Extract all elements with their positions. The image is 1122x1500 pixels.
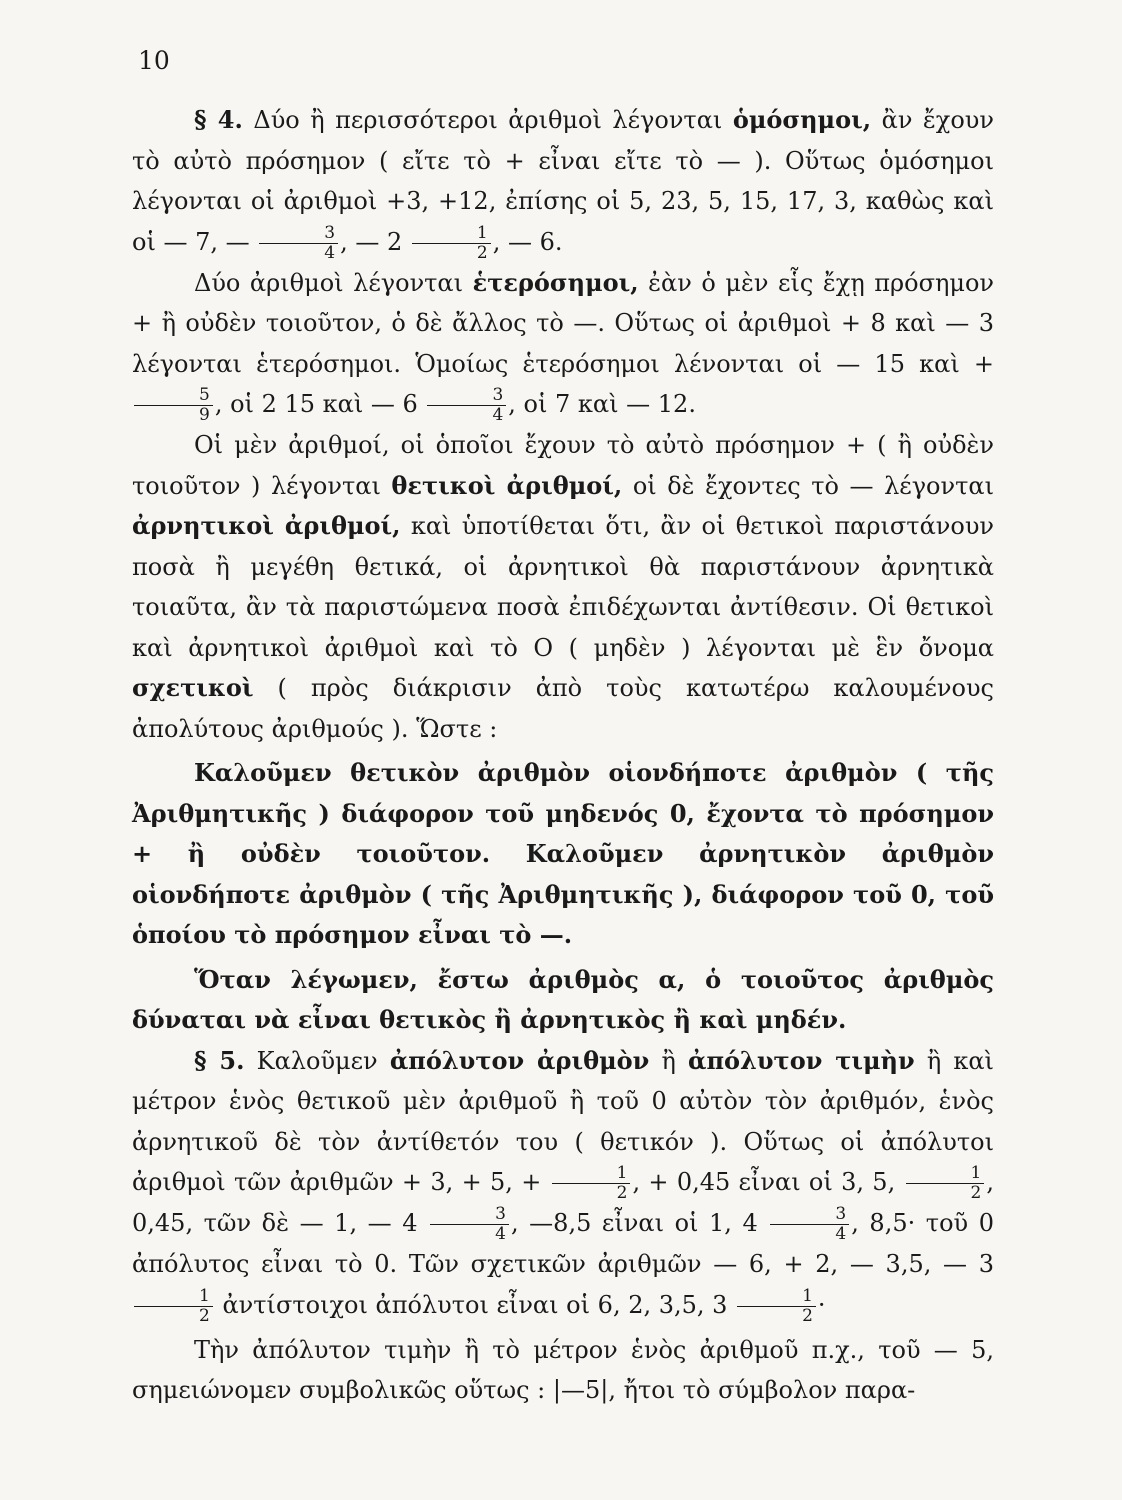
text: , οἱ 2 15 καὶ — 6 bbox=[214, 390, 418, 418]
text: Δύο ἢ περισσότεροι ἀριθμοὶ λέγονται bbox=[253, 106, 723, 134]
text: Δύο ἀριθμοὶ λέγονται bbox=[194, 268, 464, 297]
fraction bbox=[737, 1287, 816, 1326]
fraction-denominator: 4 bbox=[835, 1224, 847, 1244]
term-homosimoi: ὁμόσημοι, bbox=[732, 105, 872, 134]
text: , — 2 bbox=[340, 227, 403, 256]
fraction-denominator: 2 bbox=[476, 242, 488, 263]
fraction bbox=[427, 386, 506, 425]
fraction bbox=[430, 1205, 509, 1244]
term-thetikoi: θετικοὶ ἀριθμοί, bbox=[391, 470, 623, 500]
text: · bbox=[817, 1290, 826, 1319]
fraction bbox=[259, 224, 338, 263]
fraction-numerator: 1 bbox=[737, 1287, 816, 1307]
fraction-denominator: 2 bbox=[616, 1183, 628, 1203]
fraction bbox=[134, 1287, 213, 1326]
fraction bbox=[134, 386, 213, 425]
text: ἐὰν ὁ μὲν εἷς ἔχῃ πρόσημον + ἢ οὐδὲν τοιοῦτον, ὁ δὲ ἄλλος τὸ —. Οὕτως οἱ ἀριθμοὶ + 8 καὶ — 3 λέγονται ἑτερόσημοι. Ὁμοίως ἑτερόσημοι λένονται οἱ — 15 καὶ + bbox=[132, 268, 994, 378]
paragraph-s5-absolute-value bbox=[132, 1041, 994, 1326]
fraction-numerator: 1 bbox=[906, 1164, 985, 1184]
paragraph-s4-heterosimoi bbox=[132, 263, 994, 426]
fraction-denominator: 4 bbox=[492, 405, 504, 425]
paragraph-s4-homosimoi bbox=[132, 100, 994, 263]
paragraph-s4-positive-negative bbox=[132, 425, 994, 749]
fraction-denominator: 2 bbox=[802, 1305, 813, 1326]
text: , οἱ 7 καὶ — 12. bbox=[508, 390, 696, 418]
paragraph-s5-notation: Τὴν ἀπόλυτον τιμὴν ἢ τὸ μέτρον ἑνὸς ἀριθμοῦ π.χ., τοῦ — 5, σημειώνομεν συμβολικῶς οὕτως : |—5|, ἤτοι τὸ σύμβολον παρα- bbox=[132, 1335, 994, 1404]
fraction-denominator: 4 bbox=[495, 1224, 506, 1244]
text: ἢ καὶ μέτρον ἑνὸς θετικοῦ μὲν ἀριθμοῦ ἢ τοῦ 0 αὐτὸν τὸν ἀριθμόν, ἑνὸς ἀρνητικοῦ δὲ τὸν ἀντίθετόν του ( θετικόν ). Οὕτως οἱ ἀπόλυτοι ἀριθμοὶ τῶν ἀριθμῶν + 3, + 5, + bbox=[132, 1046, 994, 1196]
term-heterosimoi: ἑτερόσημοι, bbox=[472, 267, 639, 297]
fraction bbox=[770, 1205, 849, 1244]
page-number: 10 bbox=[138, 46, 170, 75]
fraction-numerator: 3 bbox=[259, 224, 338, 244]
definition-positive-negative: Καλοῦμεν θετικὸν ἀριθμὸν οἱονδήποτε ἀριθμὸν ( τῆς Ἀριθμητικῆς ) διάφορον τοῦ μηδενός 0, ἔχοντα τὸ πρόσημον + ἢ οὐδὲν τοιοῦτον. Καλοῦμεν ἀρνητικὸν ἀριθμὸν οἱονδήποτε ἀριθμὸν ( τῆς Ἀριθμητικῆς ), διάφορον τοῦ 0, τοῦ ὁποίου τὸ πρόσημον εἶναι τὸ —. bbox=[132, 758, 994, 949]
text: , + 0,45 εἶναι οἱ 3, 5, bbox=[632, 1168, 896, 1196]
fraction bbox=[906, 1164, 985, 1203]
text: , — 6. bbox=[492, 227, 563, 256]
fraction-numerator: 5 bbox=[134, 386, 213, 406]
fraction-numerator: 1 bbox=[412, 224, 491, 244]
fraction bbox=[412, 224, 491, 263]
text: καὶ ὑποτίθεται ὅτι, ἂν οἱ θετικοὶ παριστάνουν ποσὰ ἢ μεγέθη θετικά, οἱ ἀρνητικοὶ θὰ παριστάνουν ἀρνητικὰ τοιαῦτα, ἂν τὰ παριστώμενα ποσὰ ἐπιδέχωνται ἀντίθεσιν. Οἱ θετικοὶ καὶ ἀρνητικοὶ ἀριθμοὶ καὶ τὸ O ( μηδὲν ) λέγονται μὲ ἓν ὄνομα bbox=[132, 512, 994, 662]
text: ἢ bbox=[661, 1046, 676, 1075]
text: , 0,45, τῶν δὲ — 1, — 4 bbox=[132, 1168, 994, 1237]
fraction bbox=[552, 1164, 631, 1203]
fraction-denominator: 2 bbox=[199, 1305, 210, 1326]
fraction-denominator: 4 bbox=[324, 242, 336, 263]
text: ( πρὸς διάκρισιν ἀπὸ τοὺς κατωτέρω καλουμένους ἀπολύτους ἀριθμούς ). Ὥστε : bbox=[132, 674, 994, 743]
text: ἂν ἔχουν τὸ αὐτὸ πρόσημον ( εἴτε τὸ + εἶναι εἴτε τὸ — ). Οὕτως ὁμόσημοι λέγονται οἱ ἀριθμοὶ +3, +12, ἐπίσης οἱ 5, 23, 5, 15, 17, 3, καθὼς καὶ οἱ — 7, — bbox=[132, 106, 994, 256]
fraction-numerator: 3 bbox=[430, 1205, 509, 1225]
text: οἱ δὲ ἔχοντες τὸ — λέγονται bbox=[632, 471, 994, 500]
fraction-numerator: 1 bbox=[552, 1164, 631, 1184]
page-body bbox=[132, 100, 994, 1411]
fraction-numerator: 1 bbox=[134, 1287, 213, 1307]
term-schetikoi: σχετικοὶ bbox=[132, 673, 254, 702]
text: Οἱ μὲν ἀριθμοί, οἱ ὁποῖοι ἔχουν τὸ αὐτὸ πρόσημον + ( ἢ οὐδὲν τοιοῦτον ) λέγονται bbox=[132, 431, 994, 500]
fraction-numerator: 3 bbox=[770, 1205, 849, 1225]
fraction-numerator: 3 bbox=[427, 386, 506, 406]
term-apolytos-timi: ἀπόλυτον τιμὴν bbox=[688, 1045, 915, 1075]
text: , —8,5 εἶναι οἱ 1, 4 bbox=[510, 1209, 758, 1237]
text: , 8,5· τοῦ 0 ἀπόλυτος εἶναι τὸ 0. Τῶν σχετικῶν ἀριθμῶν — 6, + 2, — 3,5, — 3 bbox=[132, 1209, 994, 1278]
fraction-denominator: 9 bbox=[199, 405, 210, 425]
section-4-marker: § 4. bbox=[194, 105, 243, 134]
text: ἀντίστοιχοι ἀπόλυτοι εἶναι οἱ 6, 2, 3,5, 3 bbox=[222, 1290, 728, 1319]
term-apolytos-arithmos: ἀπόλυτον ἀριθμὸν bbox=[389, 1045, 650, 1075]
fraction-denominator: 2 bbox=[970, 1183, 982, 1203]
section-5-marker: § 5. bbox=[194, 1045, 245, 1075]
definition-variable-alpha: Ὅταν λέγωμεν, ἔστω ἀριθμὸς α, ὁ τοιοῦτος ἀριθμὸς δύναται νὰ εἶναι θετικὸς ἢ ἀρνητικὸς ἢ καὶ μηδέν. bbox=[132, 964, 994, 1034]
text: Καλοῦμεν bbox=[256, 1046, 378, 1075]
term-arnitikoi: ἀρνητικοὶ ἀριθμοί, bbox=[132, 511, 401, 540]
